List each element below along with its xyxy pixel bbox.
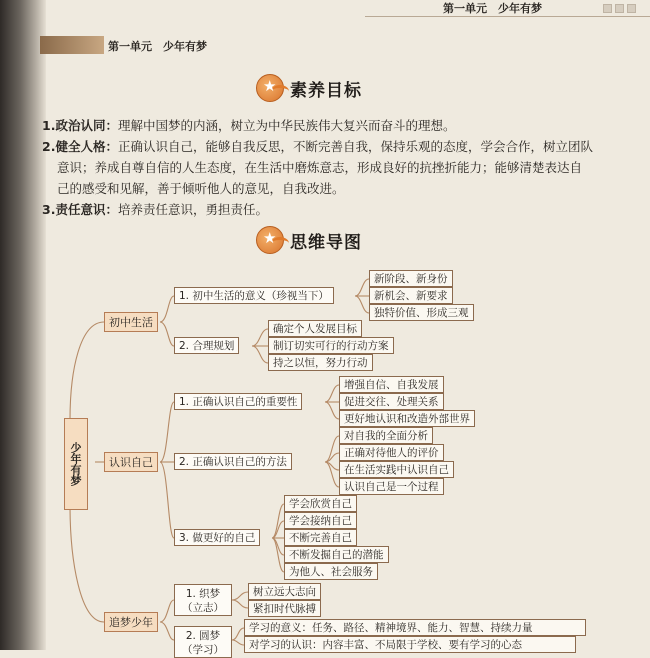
- leaf: 更好地认识和改造外部世界: [339, 410, 475, 427]
- leaf: 学习的意义：任务、路径、精神境界、能力、智慧、持续力量: [244, 619, 586, 636]
- leaf: 紧扣时代脉搏: [248, 600, 321, 617]
- leaf: 确定个人发展目标: [268, 320, 362, 337]
- leaf: 学会欣赏自己: [284, 495, 357, 512]
- goal-item-2-cont-2: 己的感受和见解，善于倾听他人的意见，自我改进。: [57, 181, 345, 196]
- goal-item-3: 3.责任意识：培养责任意识，勇担责任。: [42, 202, 268, 217]
- branch-know-yourself: 认识自己: [104, 452, 158, 472]
- mindmap-title: 思维导图: [290, 232, 362, 253]
- leaf: 持之以恒，努力行动: [268, 354, 373, 371]
- unit-banner-title: 第一单元 少年有梦: [108, 40, 207, 53]
- running-header-title: 第一单元 少年有梦: [443, 2, 542, 15]
- leaf: 制订切实可行的行动方案: [268, 337, 394, 354]
- sub-realize-dream: 2. 圆梦 （学习）: [174, 626, 232, 658]
- sub-weave-dream: 1. 织梦 （立志）: [174, 584, 232, 616]
- goal-item-1: 1.政治认同：理解中国梦的内涵，树立为中华民族伟大复兴而奋斗的理想。: [42, 118, 456, 133]
- leaf: 对自我的全面分析: [339, 427, 433, 444]
- sub-meaning-of-junior-high: 1. 初中生活的意义（珍视当下）: [174, 287, 334, 304]
- leaf: 学会接纳自己: [284, 512, 357, 529]
- sub-be-better: 3. 做更好的自己: [174, 529, 260, 546]
- leaf: 不断发掘自己的潜能: [284, 546, 389, 563]
- branch-junior-high-life: 初中生活: [104, 312, 158, 332]
- goal-item-2-cont-1: 意识；养成自尊自信的人生态度，在生活中磨炼意志，形成良好的抗挫折能力；能够清楚表达自: [57, 160, 583, 175]
- sub-planning: 2. 合理规划: [174, 337, 239, 354]
- goals-title: 素养目标: [290, 80, 362, 101]
- leaf: 对学习的认识：内容丰富、不局限于学校、要有学习的心态: [244, 636, 576, 653]
- mindmap-root: 少年有梦: [64, 418, 88, 510]
- root-to-b3: [70, 505, 104, 622]
- leaf: 树立远大志向: [248, 583, 321, 600]
- leaf: 增强自信、自我发展: [339, 376, 444, 393]
- leaf: 认识自己是一个过程: [339, 478, 444, 495]
- leaf: 正确对待他人的评价: [339, 444, 444, 461]
- leaf: 为他人、社会服务: [284, 563, 378, 580]
- sub-importance: 1. 正确认识自己的重要性: [174, 393, 302, 410]
- branch-dream-chaser: 追梦少年: [104, 612, 158, 632]
- leaf: 在生活实践中认识自己: [339, 461, 454, 478]
- leaf: 不断完善自己: [284, 529, 357, 546]
- leaf: 新阶段、新身份: [369, 270, 453, 287]
- root-to-b1: [70, 322, 104, 420]
- leaf: 新机会、新要求: [369, 287, 453, 304]
- goal-item-2: 2.健全人格：正确认识自己，能够自我反思，不断完善自我，保持乐观的态度，学会合作，树立团队: [42, 139, 593, 154]
- leaf: 独特价值、形成三观: [369, 304, 474, 321]
- leaf: 促进交往、处理关系: [339, 393, 444, 410]
- sub-methods: 2. 正确认识自己的方法: [174, 453, 292, 470]
